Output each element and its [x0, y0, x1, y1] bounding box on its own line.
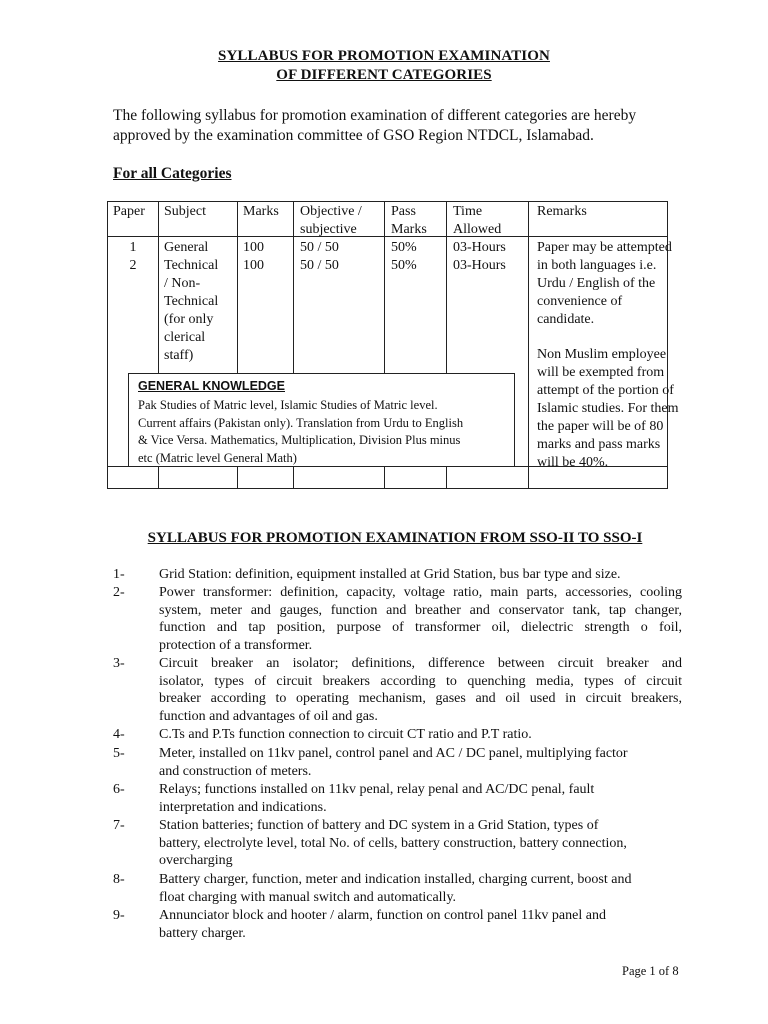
intro-line: approved by the examination committee of GSO Region NTDCL, Islamabad. [113, 127, 594, 144]
list-item-line: system, meter and gauges, function and breather and conservator tank, tap changer, [159, 602, 682, 618]
header-pass-line: Marks [391, 222, 427, 237]
section-heading: SYLLABUS FOR PROMOTION EXAMINATION FROM SSO-II TO SSO-I [147, 530, 643, 546]
paper-number: 1 [129, 240, 137, 255]
marks-cell [243, 239, 264, 275]
list-item-number: 7- [113, 818, 125, 833]
remarks-line: will be 40%. [537, 455, 609, 470]
remarks-line: in both languages i.e. [537, 258, 657, 273]
list-item-line: Station batteries; function of battery and DC system in a Grid Station, types of [159, 818, 599, 833]
list-item-text [159, 745, 682, 780]
list-item-line: Meter, installed on 11kv panel, control panel and AC / DC panel, multiplying factor [159, 746, 628, 761]
page-title-line-1: SYLLABUS FOR PROMOTION EXAMINATION [218, 48, 550, 64]
list-item-text [159, 907, 682, 942]
list-item-line: isolator, types of circuit breakers according to quenching media, types of circuit [159, 673, 682, 689]
header-time-line: Time [453, 204, 483, 219]
remarks-line: Non Muslim employee [537, 347, 667, 362]
remarks-line: marks and pass marks [537, 437, 661, 452]
list-item-number: 2- [113, 585, 125, 600]
list-item-text [159, 584, 682, 654]
remarks-line: Urdu / English of the [537, 276, 656, 291]
page-number: Page 1 of 8 [622, 964, 679, 978]
list-item-number: 5- [113, 746, 125, 761]
header-time-line: Allowed [453, 222, 502, 237]
general-knowledge-text [138, 397, 463, 467]
list-item-line: Relays; functions installed on 11kv penal, relay penal and AC/DC penal, fault [159, 782, 595, 797]
intro-paragraph [113, 106, 673, 146]
list-item-line: Annunciator block and hooter / alarm, function on control panel 11kv panel and [159, 908, 606, 923]
general-knowledge-line: Current affairs (Pakistan only). Translation from Urdu to English [138, 415, 464, 430]
pass-marks-cell [391, 239, 417, 275]
list-item-text [159, 726, 682, 744]
general-knowledge-box [128, 373, 515, 467]
remarks-line: Islamic studies. For them [537, 401, 679, 416]
table-header-rule [107, 236, 667, 237]
general-knowledge-title: GENERAL KNOWLEDGE [138, 379, 285, 393]
list-item-number: 9- [113, 908, 125, 923]
list-item-line: overcharging [159, 853, 233, 868]
header-objective-line: Objective / [300, 204, 362, 219]
list-item-line: function and advantages of oil and gas. [159, 708, 378, 724]
paper-numbers [107, 239, 159, 275]
list-item-line: function and tap position, purpose of transformer oil, dielectric strength o foil, [159, 620, 682, 635]
remarks-line: candidate. [537, 312, 595, 327]
list-item-line: protection of a transformer. [159, 637, 313, 653]
subject-line: clerical [164, 330, 206, 345]
categories-table [107, 201, 679, 489]
remarks-line: Paper may be attempted [537, 240, 672, 255]
objective-value: 50 / 50 [300, 258, 339, 273]
header-remarks: Remarks [537, 204, 587, 219]
header-objective [300, 203, 362, 239]
list-item-number: 1- [113, 567, 125, 582]
header-pass-line: Pass [391, 204, 416, 219]
time-allowed-cell [453, 239, 506, 275]
list-item-text [159, 655, 682, 725]
subject-line: General [164, 240, 209, 255]
subject-line: staff) [164, 348, 194, 363]
subject-cell [164, 239, 218, 365]
remarks-spacer [537, 329, 679, 346]
list-item-line: Grid Station: definition, equipment installed at Grid Station, bus bar type and size. [159, 567, 621, 582]
general-knowledge-line: etc (Matric level General Math) [138, 450, 297, 465]
remarks-line: convenience of [537, 294, 623, 309]
general-knowledge-line: & Vice Versa. Mathematics, Multiplication, Division Plus minus [138, 433, 461, 447]
objective-cell [300, 239, 339, 275]
objective-value: 50 / 50 [300, 240, 339, 255]
time-allowed-value: 03-Hours [453, 240, 506, 255]
marks-value: 100 [243, 258, 264, 273]
list-item-text [159, 781, 682, 816]
header-pass-marks [391, 203, 427, 239]
remarks-line: attempt of the portion of [537, 383, 674, 398]
pass-marks-value: 50% [391, 258, 417, 273]
list-item-line: Battery charger, function, meter and indication installed, charging current, boost and [159, 872, 632, 887]
header-marks: Marks [243, 204, 279, 219]
paper-number: 2 [129, 258, 137, 273]
time-allowed-value: 03-Hours [453, 258, 506, 273]
remarks-line: will be exempted from [537, 365, 665, 380]
list-item-line: and construction of meters. [159, 763, 312, 779]
list-item-number: 3- [113, 656, 125, 671]
list-item-line: battery, electrolyte level, total No. of cells, battery construction, battery connection, [159, 835, 627, 851]
table-divider [528, 201, 529, 489]
subject-line: Technical [164, 258, 219, 273]
header-paper: Paper [113, 204, 145, 219]
general-knowledge-line: Pak Studies of Matric level, Islamic Studies of Matric level. [138, 398, 438, 412]
header-objective-line: subjective [300, 222, 357, 237]
list-item-line: battery charger. [159, 925, 246, 941]
marks-value: 100 [243, 240, 264, 255]
list-item-line: interpretation and indications. [159, 799, 327, 815]
page-title-line-2: OF DIFFERENT CATEGORIES [276, 67, 492, 83]
list-item-line: Circuit breaker an isolator; definitions, difference between circuit breaker and [159, 656, 682, 671]
subject-line: Technical [164, 294, 219, 309]
list-item-line: C.Ts and P.Ts function connection to circuit CT ratio and P.T ratio. [159, 727, 532, 742]
list-item-line: Power transformer: definition, capacity, voltage ratio, main parts, accessories, cooling [159, 585, 682, 600]
header-subject: Subject [164, 204, 206, 219]
remarks-cell [537, 239, 679, 472]
list-item-line: breaker according to operating mechanism, gases and oil used in circuit breakers, [159, 691, 682, 706]
list-item-text [159, 871, 682, 906]
list-item-number: 6- [113, 782, 125, 797]
subject-line: / Non- [164, 276, 201, 291]
list-item-text [159, 566, 682, 584]
list-item-number: 8- [113, 872, 125, 887]
subject-line: (for only [164, 312, 214, 327]
list-item-text [159, 817, 682, 870]
header-time-allowed [453, 203, 501, 239]
remarks-line: the paper will be of 80 [537, 419, 664, 434]
for-all-categories-heading: For all Categories [113, 165, 232, 182]
list-item-line: float charging with manual switch and automatically. [159, 889, 457, 905]
pass-marks-value: 50% [391, 240, 417, 255]
list-item-number: 4- [113, 727, 125, 742]
intro-line: The following syllabus for promotion examination of different categories are hereby [113, 107, 637, 124]
